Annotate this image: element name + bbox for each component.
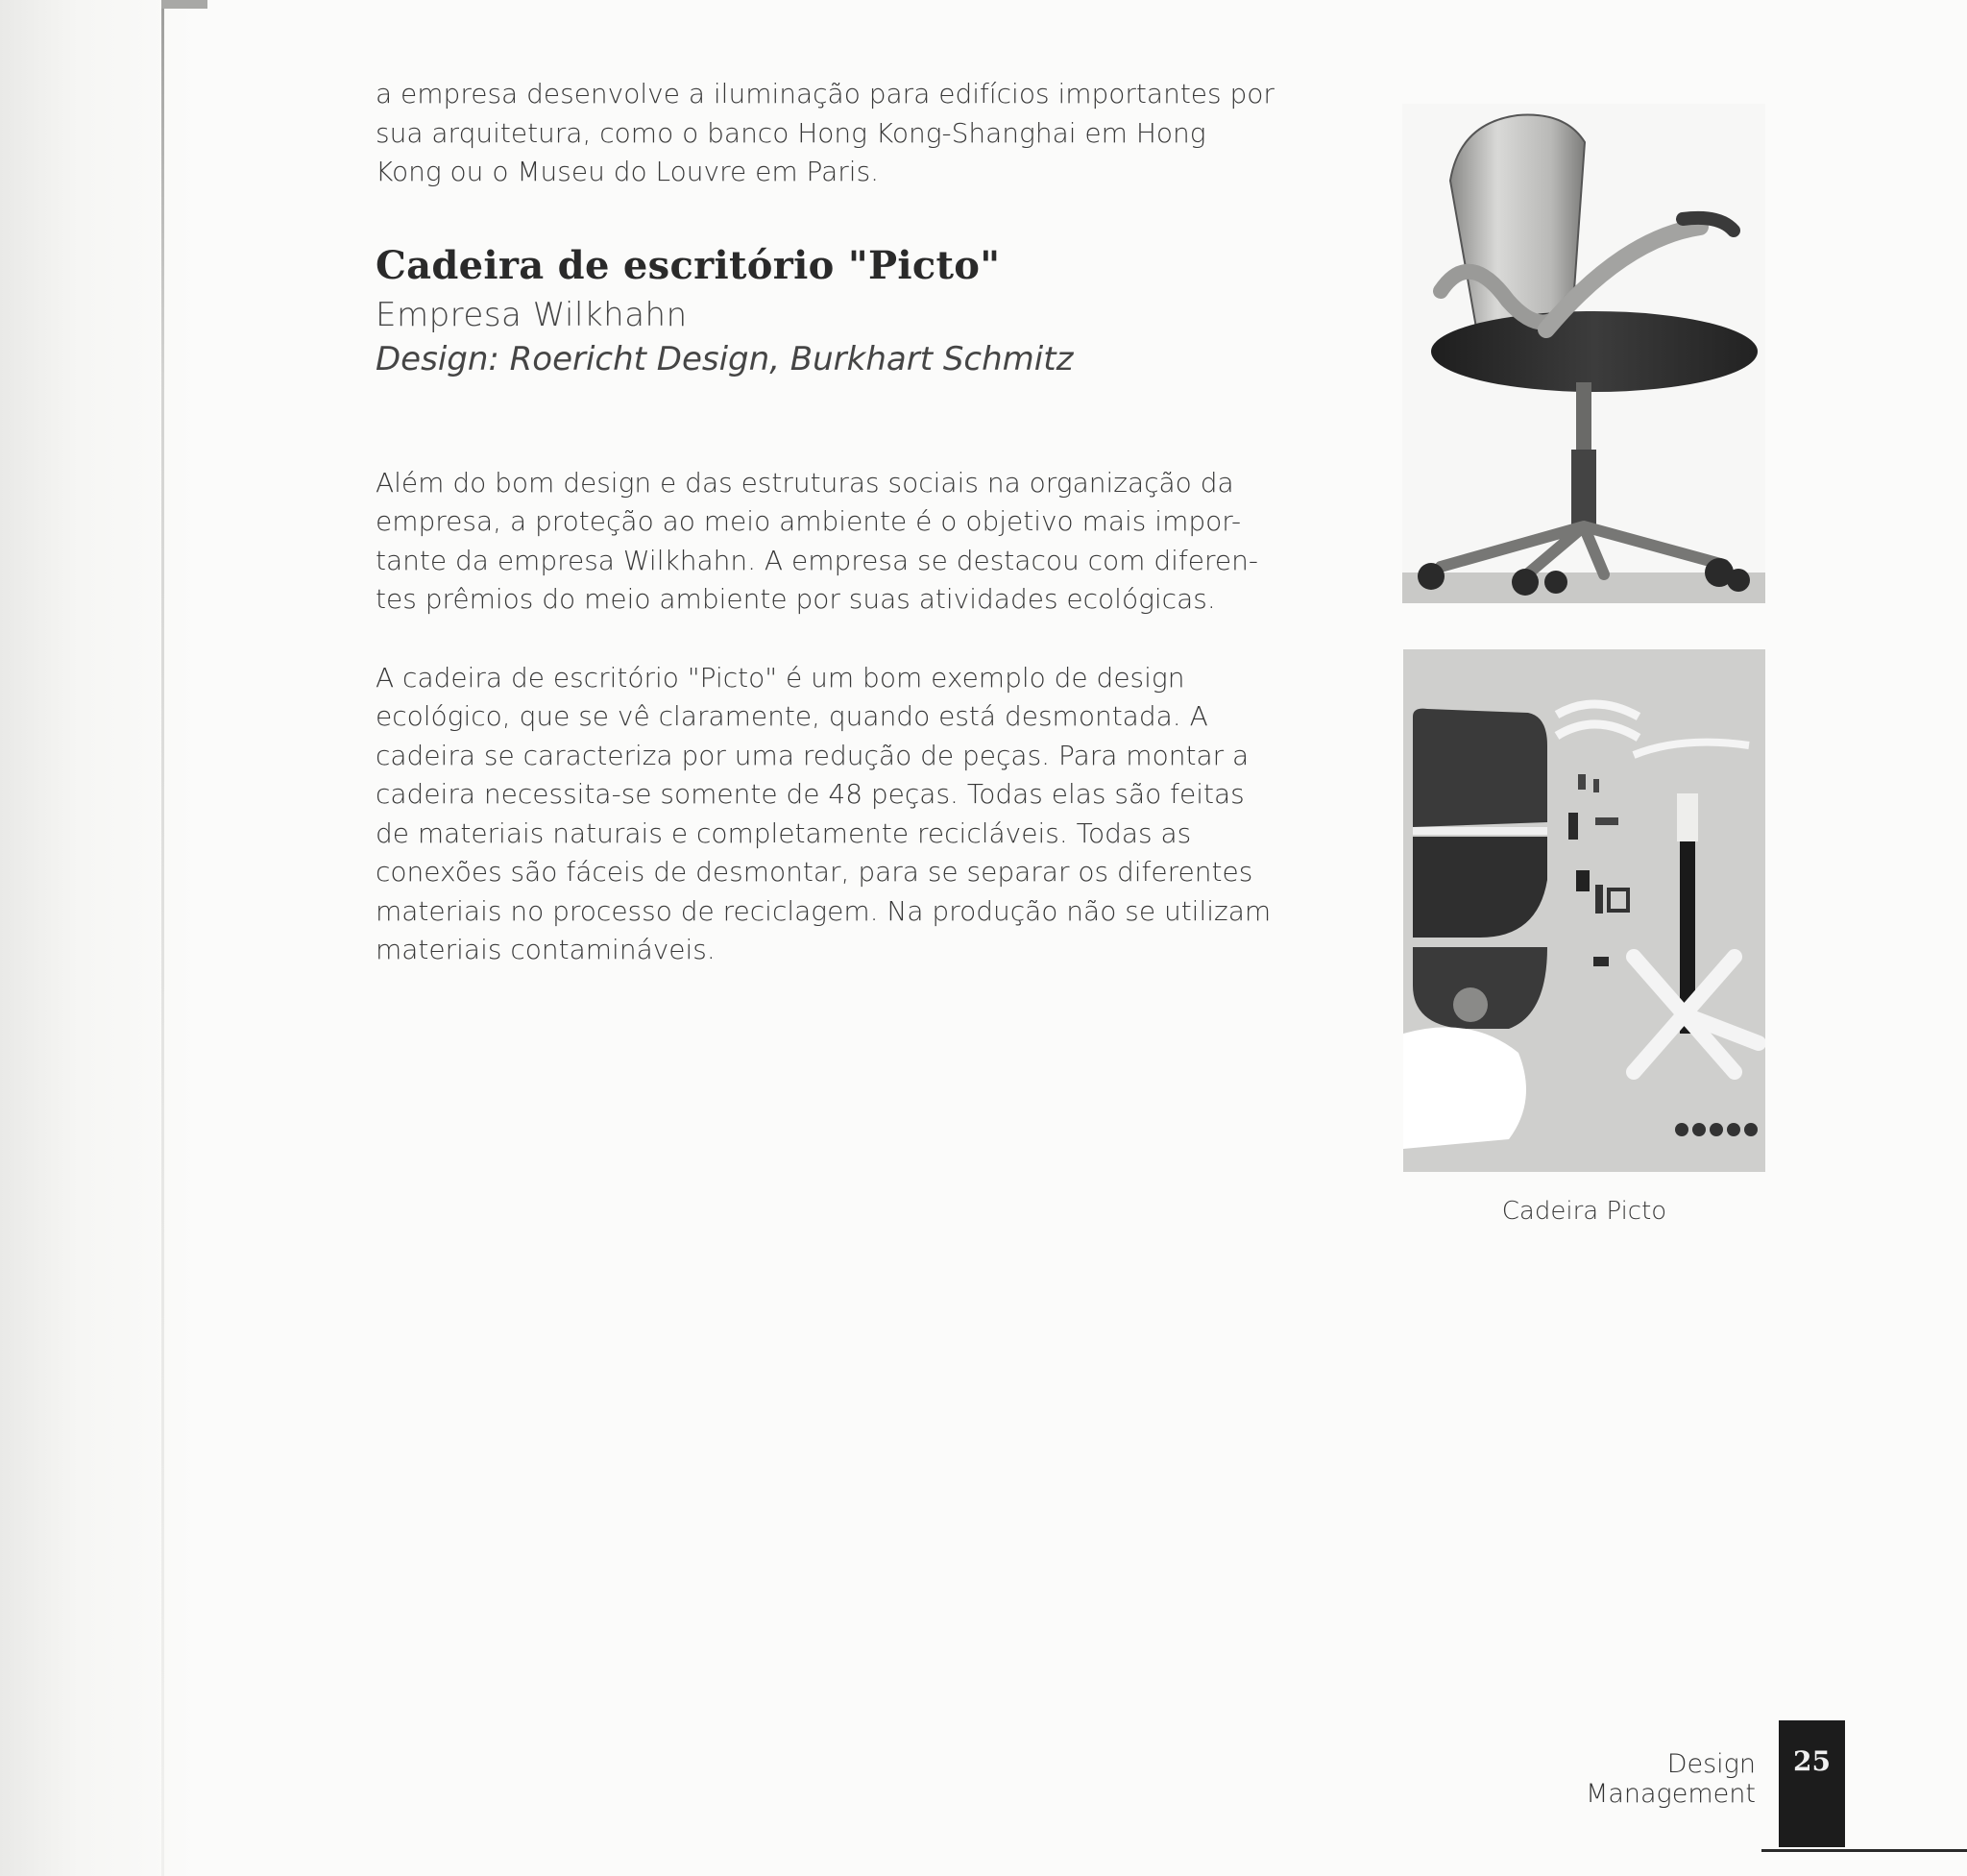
binding-line <box>161 0 164 1876</box>
chair-photo <box>1402 104 1765 603</box>
body-paragraph-picto: A cadeira de escritório "Picto" é um bom exemplo de design ecológico, que se vê claramente, quando está desmontada. A cadeira se caracteriza por uma redução de peças. Para montar a cadeira necessita-se somente de 48 peças. Todas elas são feitas de materiais naturais e completamente recicláveis. Todas as conexões são fáceis de desmontar, para se separar os diferentes materiais no processo de reciclagem. Na produção não se utilizam materiais contamináveis. <box>376 661 1272 965</box>
chair-parts-illustration <box>1403 649 1765 1172</box>
running-footer: Design Management <box>1586 1749 1756 1809</box>
design-credit: Design: Roericht Design, Burkhart Schmitz <box>376 339 1074 378</box>
company-name: Empresa Wilkhahn <box>376 295 688 334</box>
chair-parts-photo <box>1403 649 1765 1172</box>
page-binding-shadow <box>0 0 197 1876</box>
body-paragraph-environment: Além do bom design e das estruturas sociais na organização da empresa, a proteção ao meio ambiente é o objetivo mais impor-tante da empresa Wilkhahn. A empresa se destacou com diferen-tes prêmios do meio ambiente por suas atividades ecológicas. <box>376 466 1258 615</box>
figure-caption: Cadeira Picto <box>1501 1197 1667 1226</box>
section-heading: Cadeira de escritório "Picto" <box>376 242 1001 288</box>
chair-illustration <box>1402 104 1765 603</box>
page-number: 25 <box>1793 1745 1831 1777</box>
text-column <box>376 75 1278 970</box>
corner-mark <box>161 0 207 9</box>
intro-paragraph: a empresa desenvolve a iluminação para edifícios importantes por sua arquitetura, como o banco Hong Kong-Shanghai em Hong Kong ou o Museu do Louvre em Paris. <box>376 78 1275 187</box>
page-number-box <box>1779 1720 1845 1847</box>
footer-rule <box>1761 1849 1967 1852</box>
